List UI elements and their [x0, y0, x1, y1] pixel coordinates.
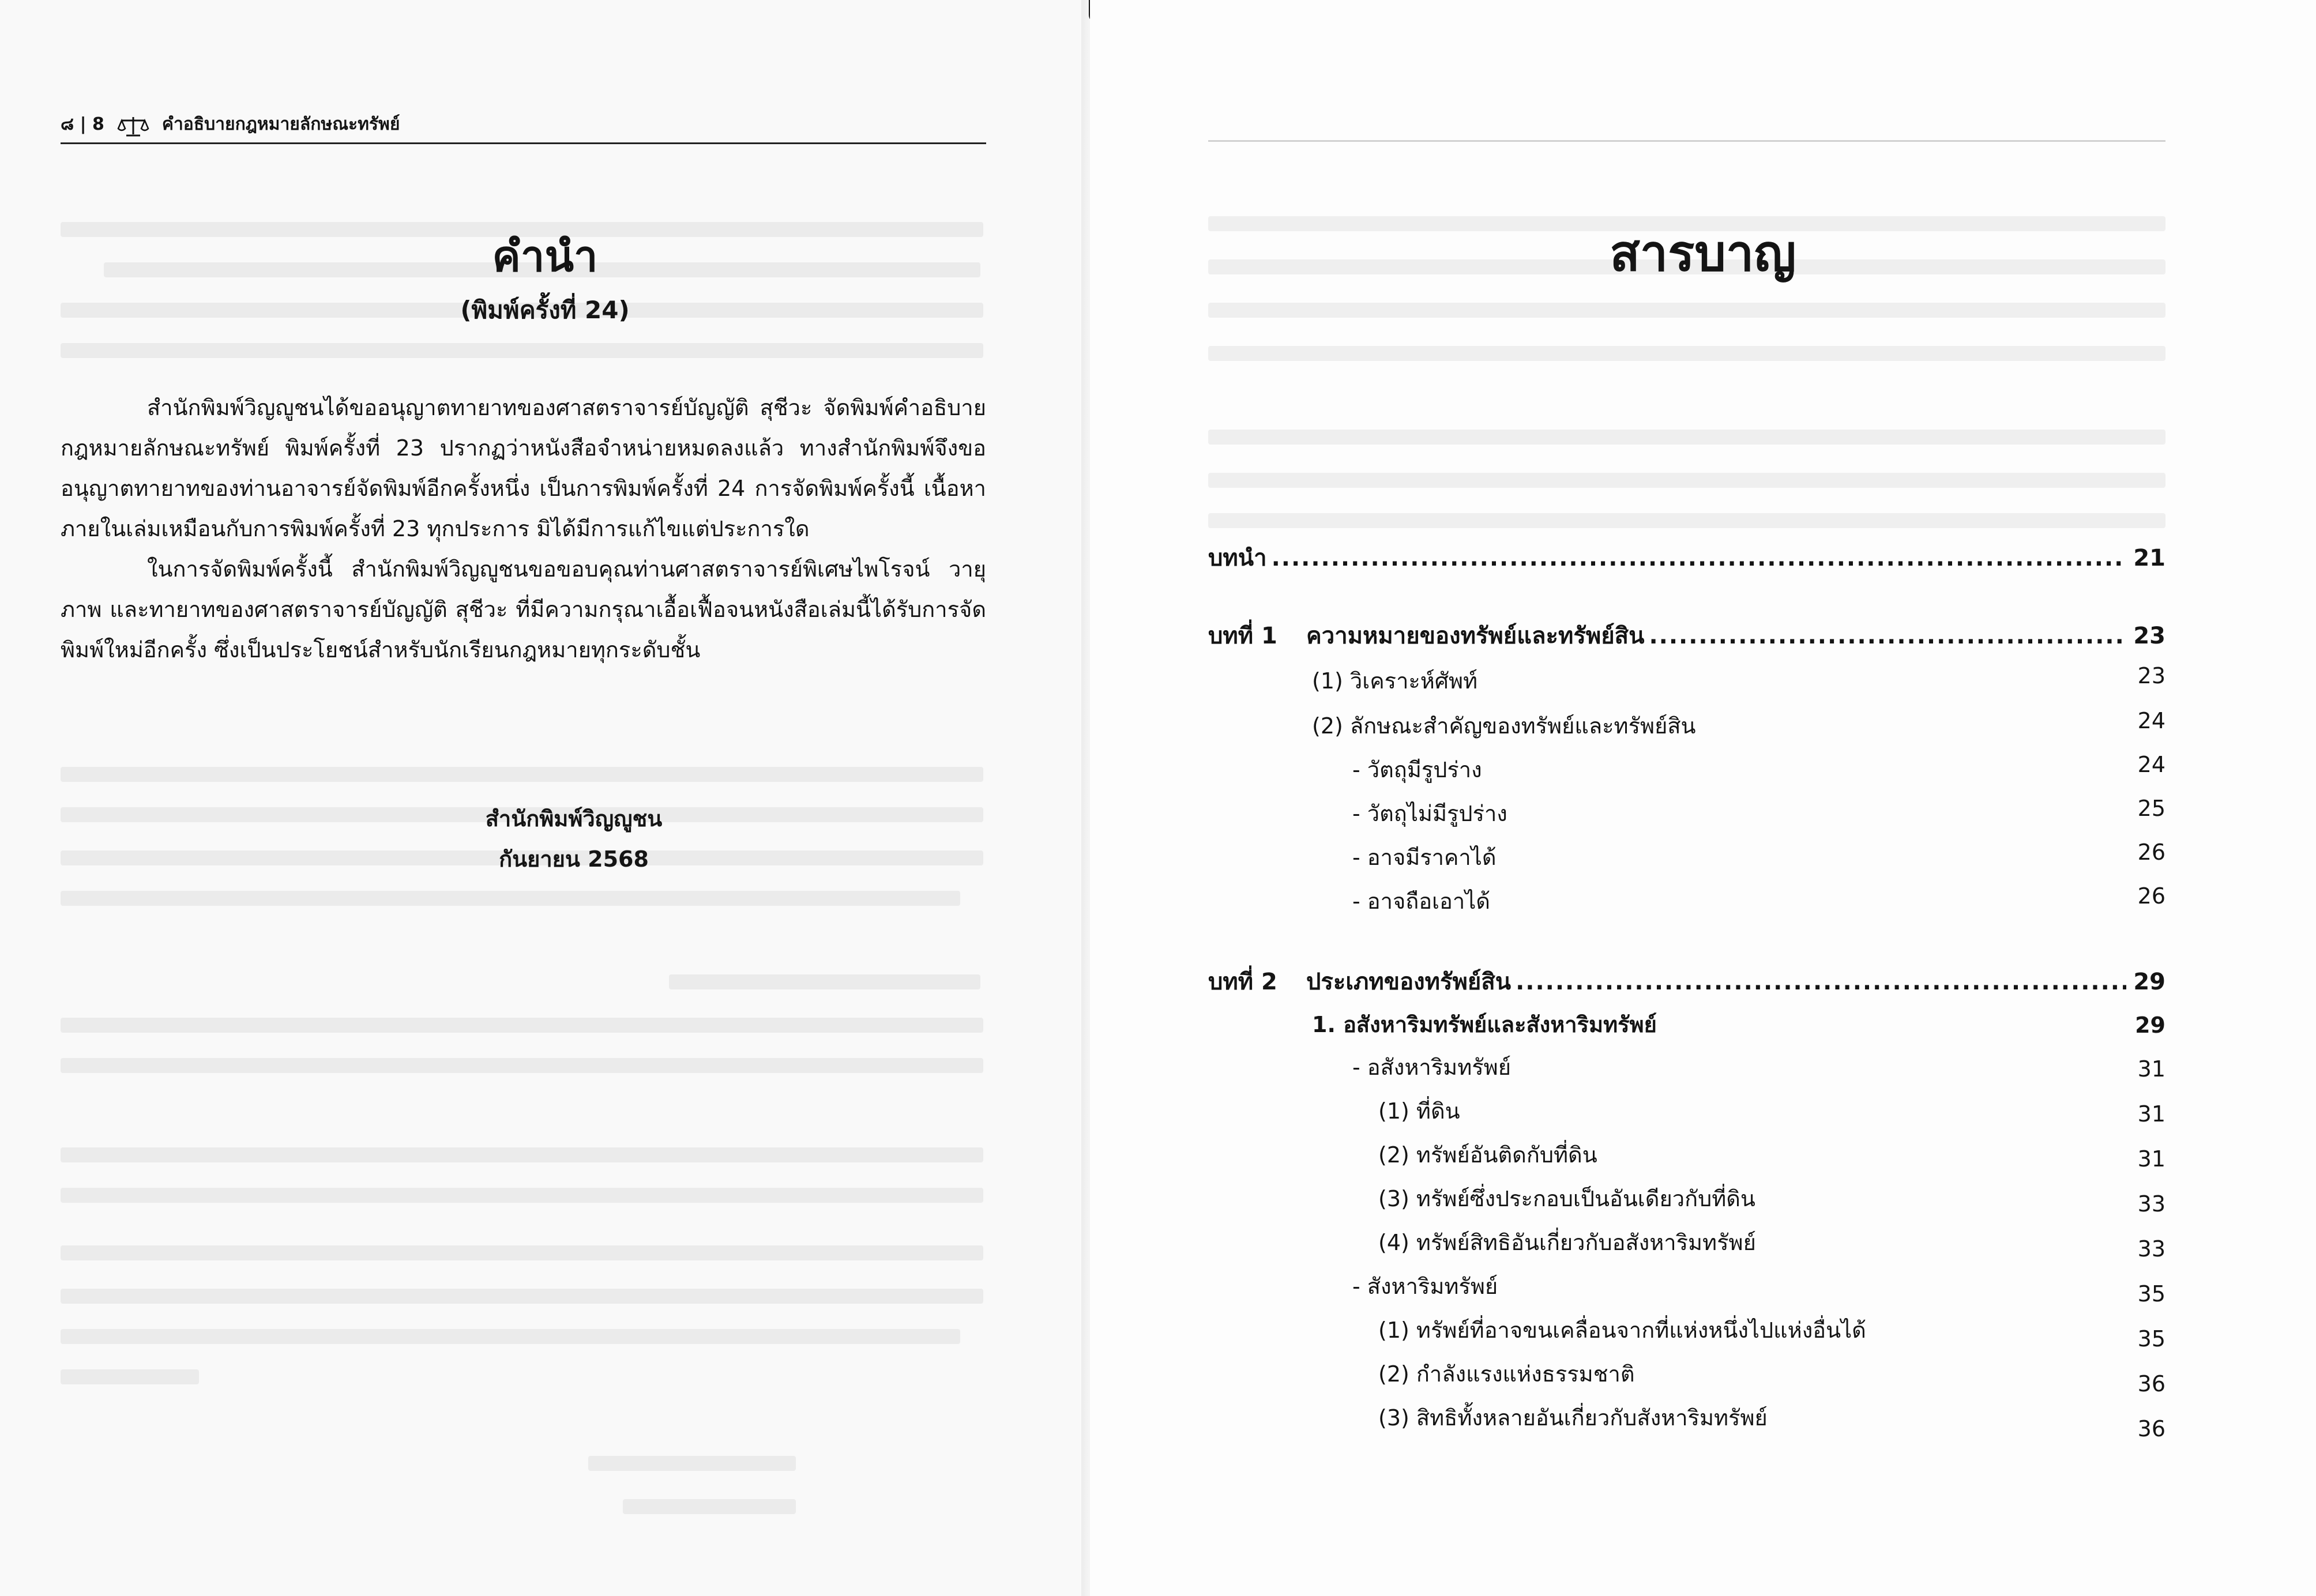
show-through-text [588, 1456, 796, 1471]
toc-entry: - อาจถือเอาได้ [1352, 889, 1490, 914]
running-header [61, 115, 986, 144]
toc-entry: (2) ทรัพย์อันติดกับที่ดิน [1378, 1142, 1597, 1168]
toc-entry-page: 24 [2137, 708, 2165, 733]
show-through-text [61, 1329, 960, 1344]
show-through-text [1208, 513, 2165, 528]
toc-chapter-page: 29 [2133, 969, 2165, 995]
toc-chapter-1 [1208, 617, 2165, 654]
preface-body [61, 387, 986, 670]
toc-entry: - วัตถุมีรูปร่าง [1352, 757, 1482, 782]
toc-entry: - สังหาริมทรัพย์ [1352, 1274, 1498, 1299]
preface-paragraph: สำนักพิมพ์วิญญูชนได้ขออนุญาตทายาทของศาสตราจารย์บัญญัติ สุชีวะ จัดพิมพ์คำอธิบายกฎหมายลักษณะทรัพย์ พิมพ์ครั้งที่ 23 ปรากฏว่าหนังสือจำหน่ายหมดลงแล้ว ทางสำนักพิมพ์จึงขออนุญาตทายาทของท่านอาจารย์จัดพิมพ์อีกครั้งหนึ่ง เป็นการพิมพ์ครั้งที่ 24 การจัดพิมพ์ครั้งนี้ เนื้อหาภายในเล่มเหมือนกับการพิมพ์ครั้งที่ 23 ทุกประการ มิได้มีการแก้ไขแต่ประการใด [61, 395, 986, 541]
toc-entry: (3) สิทธิทั้งหลายอันเกี่ยวกับสังหาริมทรัพย์ [1378, 1405, 1768, 1431]
show-through-text [623, 1499, 796, 1514]
toc-leader-dots [1516, 969, 2126, 995]
toc-entry-page: 36 [2137, 1416, 2165, 1441]
toc-entry-page: 33 [2137, 1191, 2165, 1217]
show-through-text [669, 974, 980, 989]
toc-entry: (2) กำลังแรงแห่งธรรมชาติ [1378, 1361, 1635, 1387]
show-through-text [61, 1188, 983, 1203]
preface-title: คำนำ [492, 232, 598, 281]
toc-entry-page: 29 [2135, 1012, 2165, 1038]
toc-intro-label: บทนำ [1208, 545, 1267, 571]
toc-entry-page: 26 [2137, 840, 2165, 865]
toc-entry: - วัตถุไม่มีรูปร่าง [1352, 801, 1507, 826]
toc-title: สารบาญ [1610, 225, 1796, 283]
show-through-text [61, 1018, 983, 1033]
toc-entry-page: 25 [2137, 796, 2165, 821]
toc-entry-page: 26 [2137, 883, 2165, 909]
toc-chapter-2 [1208, 963, 2165, 1000]
left-page [0, 0, 1090, 1596]
show-through-text [61, 1289, 983, 1304]
show-through-text [61, 343, 983, 358]
toc-chapter-number: บทที่ 2 [1208, 969, 1277, 995]
show-through-text [1208, 346, 2165, 361]
toc-entry: 1. อสังหาริมทรัพย์และสังหาริมทรัพย์ [1312, 1012, 1657, 1037]
toc-entry-page: 31 [2137, 1146, 2165, 1172]
page-number: ๘ | 8 [61, 114, 104, 134]
show-through-text [61, 1369, 199, 1384]
signature-block [0, 799, 1148, 879]
toc-entry: (2) ลักษณะสำคัญของทรัพย์และทรัพย์สิน [1312, 713, 1696, 739]
toc-intro-page: 21 [2133, 545, 2165, 571]
toc-entry: (1) ทรัพย์ที่อาจขนเคลื่อนจากที่แห่งหนึ่งไปแห่งอื่นได้ [1378, 1318, 1866, 1343]
show-through-text [61, 1245, 983, 1260]
show-through-text [61, 891, 960, 906]
toc-entry: (4) ทรัพย์สิทธิอันเกี่ยวกับอสังหาริมทรัพย์ [1378, 1230, 1756, 1255]
show-through-text [61, 767, 983, 782]
toc-entry-page: 31 [2137, 1101, 2165, 1127]
toc-chapter-page: 23 [2133, 623, 2165, 649]
book-title: คำอธิบายกฎหมายลักษณะทรัพย์ [161, 114, 400, 134]
toc-entry: - อสังหาริมทรัพย์ [1352, 1055, 1511, 1080]
toc-entry: - อาจมีราคาได้ [1352, 845, 1497, 870]
show-through-text [61, 1058, 983, 1073]
toc-entry-page: 35 [2137, 1281, 2165, 1307]
toc-entry: (1) ที่ดิน [1378, 1098, 1460, 1124]
toc-entry-page: 36 [2137, 1371, 2165, 1396]
toc-leader-dots [1272, 545, 2126, 571]
show-through-text [61, 1147, 983, 1162]
toc-chapter-number: บทที่ 1 [1208, 623, 1277, 649]
toc-entry: (3) ทรัพย์ซึ่งประกอบเป็นอันเดียวกับที่ดิน [1378, 1186, 1755, 1211]
show-through-text [1208, 430, 2165, 445]
toc-entry-page: 33 [2137, 1236, 2165, 1262]
show-through-header-rule [1208, 140, 2165, 142]
signature-date: กันยายน 2568 [499, 846, 649, 872]
toc-chapter-label: ประเภทของทรัพย์สิน [1306, 969, 1512, 995]
show-through-text [1208, 303, 2165, 318]
toc-entry-page: 31 [2137, 1056, 2165, 1082]
signature-publisher: สำนักพิมพ์วิญญูชน [485, 806, 663, 831]
toc-chapter-label: ความหมายของทรัพย์และทรัพย์สิน [1306, 623, 1645, 649]
toc-entry: (1) วิเคราะห์ศัพท์ [1312, 668, 1478, 694]
toc-entry-page: 24 [2137, 752, 2165, 777]
preface-edition: (พิมพ์ครั้งที่ 24) [460, 296, 630, 324]
scales-of-justice-icon [117, 115, 149, 138]
toc-entry-page: 35 [2137, 1326, 2165, 1352]
toc-leader-dots [1649, 623, 2126, 649]
preface-paragraph: ในการจัดพิมพ์ครั้งนี้ สำนักพิมพ์วิญญูชนขอขอบคุณท่านศาสตราจารย์พิเศษไพโรจน์ วายุภาพ และทายาทของศาสตราจารย์บัญญัติ สุชีวะ ที่มีความกรุณาเอื้อเฟื้อจนหนังสือเล่มนี้ได้รับการจัดพิมพ์ใหม่อีกครั้ง ซึ่งเป็นประโยชน์สำหรับนักเรียนกฎหมายทุกระดับชั้น [61, 556, 986, 663]
toc-entry-page: 23 [2137, 663, 2165, 688]
toc-intro [1208, 539, 2165, 576]
show-through-text [1208, 473, 2165, 488]
